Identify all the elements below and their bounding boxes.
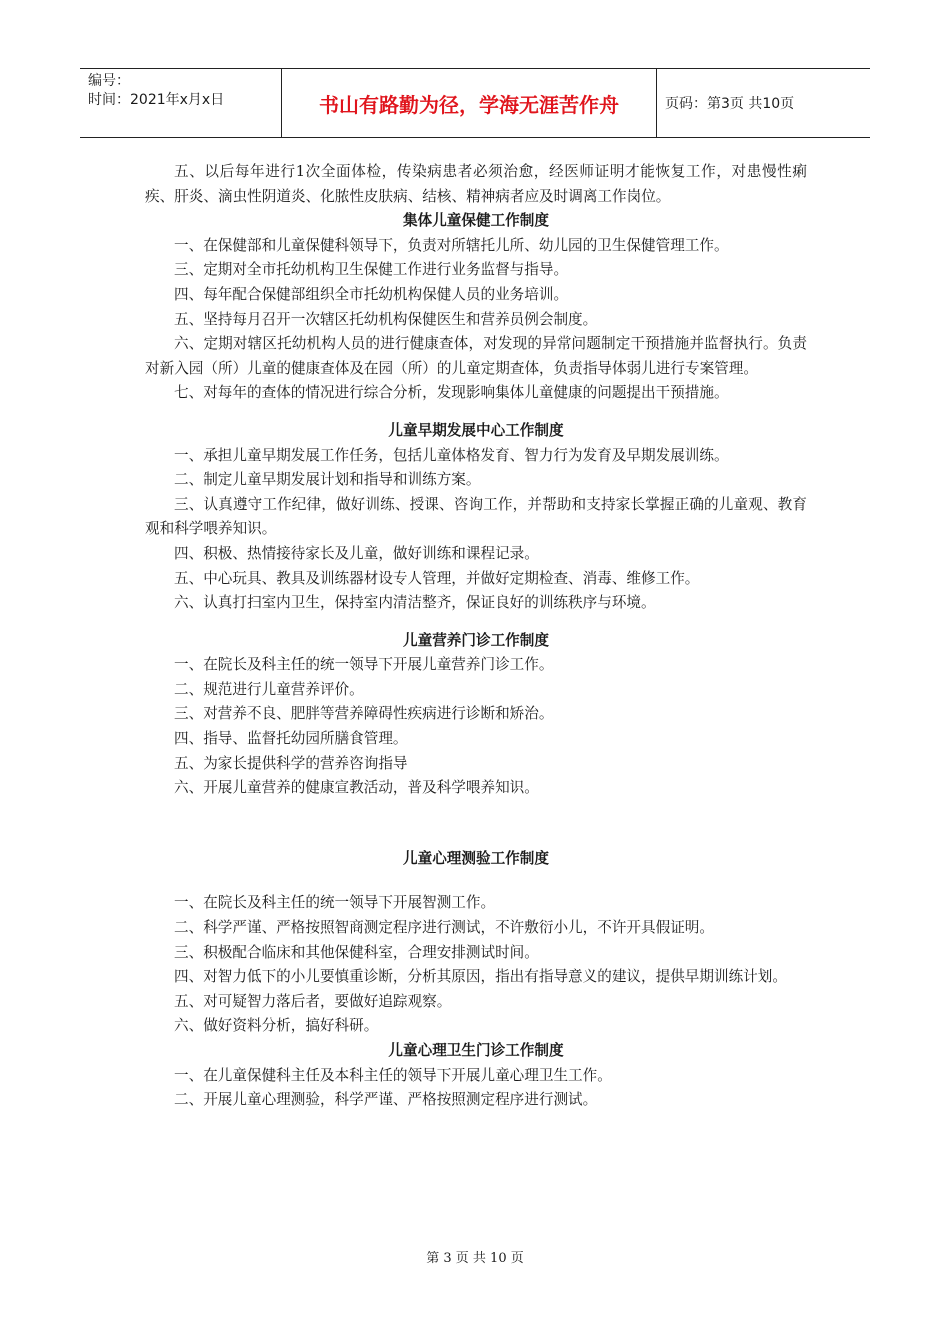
paragraph: 二、规范进行儿童营养评价。 <box>174 680 364 698</box>
serial-label: 编号： <box>88 73 130 89</box>
section-title: 儿童心理卫生门诊工作制度 <box>388 1042 564 1059</box>
page-footer: 第 3 页 共 10 页 <box>426 1251 524 1266</box>
paragraph: 六、认真打扫室内卫生，保持室内清洁整齐，保证良好的训练秩序与环境。 <box>174 594 656 612</box>
paragraph: 一、在院长及科主任的统一领导下开展智测工作。 <box>174 894 496 912</box>
header-meta <box>80 69 282 137</box>
paragraph: 五、中心玩具、教具及训练器材设专人管理，并做好定期检查、消毒、维修工作。 <box>174 569 700 587</box>
paragraph: 一、在儿童保健科主任及本科主任的领导下开展儿童心理卫生工作。 <box>174 1066 612 1084</box>
paragraph: 二、制定儿童早期发展计划和指导和训练方案。 <box>174 471 481 489</box>
header-motto: 书山有路勤为径，学海无涯苦作舟 <box>282 69 657 137</box>
paragraph: 一、在院长及科主任的统一领导下开展儿童营养门诊工作。 <box>174 656 554 674</box>
page-header <box>80 68 870 138</box>
paragraph: 六、做好资料分析，搞好科研。 <box>174 1017 379 1035</box>
paragraph: 四、积极、热情接待家长及儿童，做好训练和课程记录。 <box>174 544 539 562</box>
paragraph: 五、为家长提供科学的营养咨询指导 <box>174 754 408 772</box>
paragraph: 六、定期对辖区托幼机构人员的进行健康查体，对发现的异常问题制定干预措施并监督执行。负责对新入园（所）儿童的健康查体及在园（所）的儿童定期查体，负责指导体弱儿进行专案管理。 <box>145 335 807 377</box>
paragraph: 一、承担儿童早期发展工作任务，包括儿童体格发育、智力行为发育及早期发展训练。 <box>174 446 729 464</box>
paragraph: 一、在保健部和儿童保健科领导下，负责对所辖托儿所、幼儿园的卫生保健管理工作。 <box>174 236 729 254</box>
section-title: 集体儿童保健工作制度 <box>403 212 549 230</box>
paragraph: 五、对可疑智力落后者，要做好追踪观察。 <box>174 992 452 1010</box>
paragraph: 三、认真遵守工作纪律，做好训练、授课、咨询工作，并帮助和支持家长掌握正确的儿童观、教育观和科学喂养知识。 <box>145 495 807 538</box>
paragraph: 五、坚持每月召开一次辖区托幼机构保健医生和营养员例会制度。 <box>174 310 598 328</box>
section-title: 儿童营养门诊工作制度 <box>403 631 549 649</box>
paragraph: 六、开展儿童营养的健康宣教活动，普及科学喂养知识。 <box>174 779 539 797</box>
document-body <box>145 160 807 1113</box>
header-page-label: 页码：第3页 共10页 <box>665 96 795 112</box>
date-label: 时间：2021年x月x日 <box>88 92 225 108</box>
section-title: 儿童心理测验工作制度 <box>403 849 549 867</box>
paragraph: 四、每年配合保健部组织全市托幼机构保健人员的业务培训。 <box>174 285 569 303</box>
section-title: 儿童早期发展中心工作制度 <box>388 421 564 439</box>
paragraph: 四、指导、监督托幼园所膳食管理。 <box>174 730 408 748</box>
paragraph: 四、对智力低下的小儿要慎重诊断，分析其原因，指出有指导意义的建议，提供早期训练计划。 <box>174 968 787 986</box>
paragraph: 三、积极配合临床和其他保健科室，合理安排测试时间。 <box>174 943 539 961</box>
paragraph: 五、以后每年进行1次全面体检，传染病患者必须治愈，经医师证明才能恢复工作，对患慢性痢疾、肝炎、滴虫性阴道炎、化脓性皮肤病、结核、精神病者应及时调离工作岗位。 <box>145 163 807 205</box>
paragraph: 二、开展儿童心理测验，科学严谨、严格按照测定程序进行测试。 <box>174 1091 598 1109</box>
paragraph: 七、对每年的查体的情况进行综合分析，发现影响集体儿童健康的问题提出干预措施。 <box>174 384 729 402</box>
paragraph: 三、对营养不良、肥胖等营养障碍性疾病进行诊断和矫治。 <box>174 705 554 723</box>
paragraph: 三、定期对全市托幼机构卫生保健工作进行业务监督与指导。 <box>174 261 569 279</box>
paragraph: 二、科学严谨、严格按照智商测定程序进行测试，不许敷衍小儿，不许开具假证明。 <box>174 919 714 937</box>
